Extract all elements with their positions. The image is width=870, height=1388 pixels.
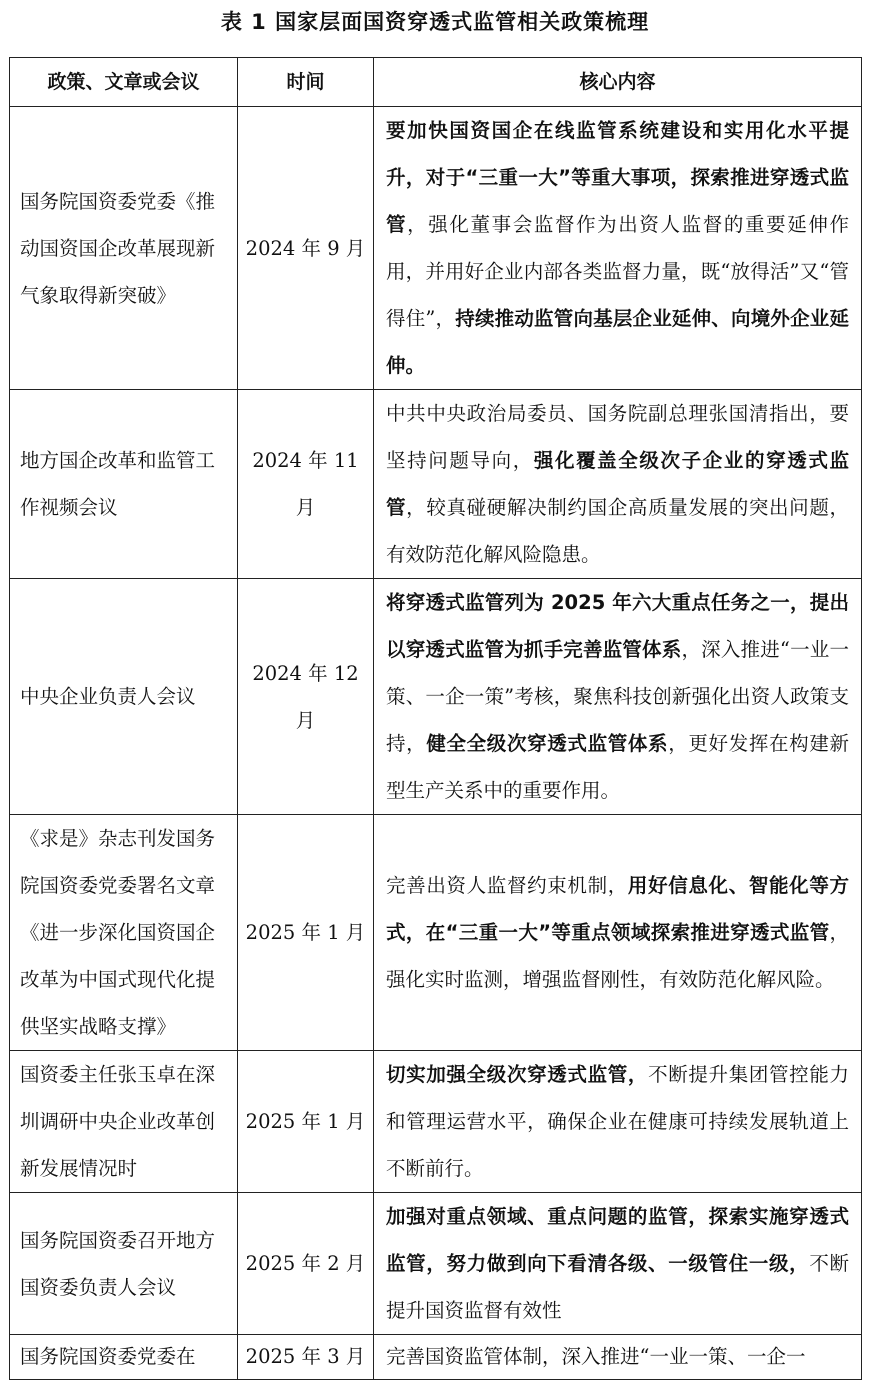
content-emphasis: 将穿透式监管列为 2025 年六大重点任务之一，提出以穿透式监管为抓手完善监管体系 [386, 591, 849, 661]
cell-date: 2024 年 11 月 [238, 390, 374, 579]
content-text: ，较真碰硬解决制约国企高质量发展的突出问题，有效防范化解风险隐患。 [386, 496, 849, 566]
content-emphasis: 持续推动监管向基层企业延伸、向境外企业延伸。 [386, 307, 849, 377]
cell-content [374, 1193, 862, 1335]
cell-source: 中央企业负责人会议 [10, 579, 238, 815]
header-source: 政策、文章或会议 [10, 58, 238, 107]
cell-source: 国务院国资委党委《推动国资国企改革展现新气象取得新突破》 [10, 107, 238, 390]
cell-content [374, 815, 862, 1051]
cell-source: 国务院国资委党委在 [10, 1335, 238, 1380]
content-text: ，深入推进“一业一策、一企一策”考核，聚焦科技创新强化出资人政策支持， [386, 638, 849, 755]
cell-content [374, 1335, 862, 1380]
table-row [10, 1193, 862, 1335]
cell-source: 地方国企改革和监管工作视频会议 [10, 390, 238, 579]
content-emphasis: 要加快国资国企在线监管系统建设和实用化水平提升，对于“三重一大”等重大事项，探索推进穿透式监管 [386, 119, 849, 236]
content-emphasis: 加强对重点领域、重点问题的监管，探索实施穿透式监管，努力做到向下看清各级、一级管住一级， [386, 1205, 849, 1275]
content-emphasis: 强化覆盖全级次子企业的穿透式监管 [386, 449, 849, 519]
cell-date: 2025 年 3 月 [238, 1335, 374, 1380]
content-text: 完善出资人监督约束机制， [386, 874, 628, 897]
cell-date: 2025 年 1 月 [238, 1051, 374, 1193]
content-text: 不断提升国资监督有效性 [386, 1252, 849, 1322]
cell-source: 国务院国资委召开地方国资委负责人会议 [10, 1193, 238, 1335]
table-row [10, 815, 862, 1051]
table-row [10, 579, 862, 815]
cell-date: 2025 年 1 月 [238, 815, 374, 1051]
header-content: 核心内容 [374, 58, 862, 107]
cell-content [374, 1051, 862, 1193]
content-text: 完善国资监管体制，深入推进“一业一策、一企一 [386, 1345, 806, 1368]
cell-date: 2025 年 2 月 [238, 1193, 374, 1335]
content-text: ，更好发挥在构建新型生产关系中的重要作用。 [386, 732, 849, 802]
content-text: ，强化实时监测，增强监督刚性，有效防范化解风险。 [386, 921, 849, 991]
table-row [10, 1335, 862, 1380]
cell-content [374, 390, 862, 579]
table-title: 表 1 国家层面国资穿透式监管相关政策梳理 [220, 10, 650, 34]
cell-content [374, 107, 862, 390]
table-header-row [10, 58, 862, 107]
content-text: ，强化董事会监督作为出资人监督的重要延伸作用，并用好企业内部各类监督力量，既“放得活”又“管得住”， [386, 213, 849, 330]
cell-source: 国资委主任张玉卓在深圳调研中央企业改革创新发展情况时 [10, 1051, 238, 1193]
cell-content [374, 579, 862, 815]
policy-table [9, 57, 862, 1380]
content-emphasis: 健全全级次穿透式监管体系 [426, 732, 669, 755]
content-emphasis: 用好信息化、智能化等方式，在“三重一大”等重点领域探索推进穿透式监管 [386, 874, 849, 944]
cell-source: 《求是》杂志刊发国务院国资委党委署名文章《进一步深化国资国企改革为中国式现代化提供坚实战略支撑》 [10, 815, 238, 1051]
content-emphasis: 切实加强全级次穿透式监管， [386, 1063, 649, 1086]
cell-date: 2024 年 12 月 [238, 579, 374, 815]
table-row [10, 1051, 862, 1193]
content-text: 中共中央政治局委员、国务院副总理张国清指出，要坚持问题导向， [386, 402, 849, 472]
table-row [10, 390, 862, 579]
cell-date: 2024 年 9 月 [238, 107, 374, 390]
content-text: 不断提升集团管控能力和管理运营水平，确保企业在健康可持续发展轨道上不断前行。 [386, 1063, 849, 1180]
table-row [10, 107, 862, 390]
header-date: 时间 [238, 58, 374, 107]
